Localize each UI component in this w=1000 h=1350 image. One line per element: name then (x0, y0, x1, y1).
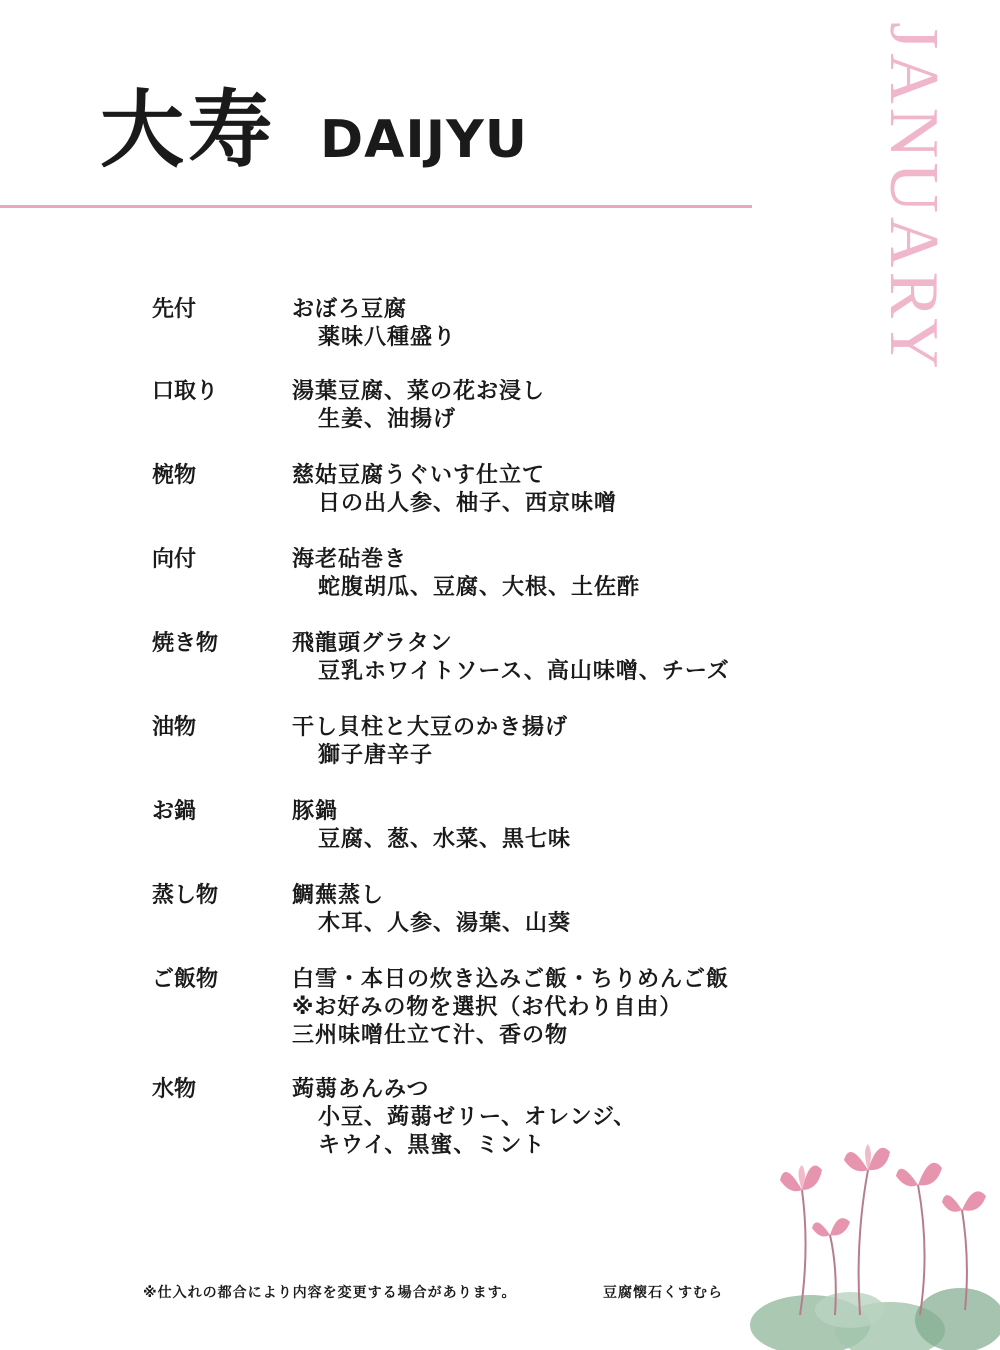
dish-detail: ※お好みの物を選択（お代わり自由） (292, 995, 683, 1020)
dish-detail: 薬味八種盛り (318, 325, 457, 350)
course-menu (152, 296, 852, 1160)
course-dishes (292, 462, 852, 518)
course-item (152, 882, 852, 938)
cyclamen-flower-illustration (740, 1130, 1000, 1350)
dish-detail: 木耳、人参、湯葉、山葵 (318, 911, 572, 936)
dish-title: 干し貝柱と大豆のかき揚げ (292, 715, 569, 740)
course-dishes (292, 546, 852, 602)
dish-title: おぼろ豆腐 (292, 297, 408, 322)
course-item (152, 630, 852, 686)
course-item (152, 378, 852, 434)
header-divider (0, 205, 752, 208)
course-item (152, 798, 852, 854)
dish-detail: 日の出人参、柚子、西京味噌 (318, 491, 618, 516)
month-label: JANUARY (875, 22, 952, 373)
course-name: 口取り (152, 379, 219, 404)
course-name: 焼き物 (152, 631, 219, 656)
course-name: 油物 (152, 715, 197, 740)
dish-title: 蒟蒻あんみつ (292, 1077, 430, 1102)
menu-title-japanese: 大寿 (100, 81, 277, 179)
course-dishes (292, 882, 852, 938)
dish-detail: 三州味噌仕立て汁、香の物 (292, 1023, 569, 1048)
course-dishes (292, 296, 852, 352)
course-dishes (292, 630, 852, 686)
dish-title: 飛龍頭グラタン (292, 631, 453, 656)
dish-detail: 蛇腹胡瓜、豆腐、大根、土佐酢 (318, 575, 641, 600)
dish-detail: 生姜、油揚げ (318, 407, 457, 432)
course-item (152, 462, 852, 518)
course-name: 水物 (152, 1077, 197, 1102)
dish-title: 白雪・本日の炊き込みご飯・ちりめんご飯 (292, 967, 730, 992)
dish-title: 鯛蕪蒸し (292, 883, 385, 908)
course-name: 蒸し物 (152, 883, 219, 908)
dish-title: 慈姑豆腐うぐいす仕立て (292, 463, 546, 488)
course-item (152, 714, 852, 770)
dish-title: 海老砧巻き (292, 547, 408, 572)
course-name: 向付 (152, 547, 197, 572)
shop-name: 豆腐懐石くすむら (603, 1285, 723, 1301)
dish-detail: 豆腐、葱、水菜、黒七味 (318, 827, 572, 852)
dish-detail: キウイ、黒蜜、ミント (318, 1133, 546, 1158)
course-item (152, 296, 852, 352)
course-name: 先付 (152, 297, 197, 322)
course-item (152, 966, 852, 1050)
course-name: お鍋 (152, 799, 197, 824)
dish-detail: 小豆、蒟蒻ゼリー、オレンジ、 (318, 1105, 637, 1130)
dish-title: 湯葉豆腐、菜の花お浸し (292, 379, 546, 404)
footer-note: ※仕入れの都合により内容を変更する場合があります。 (143, 1285, 517, 1301)
dish-title: 豚鍋 (292, 799, 339, 824)
dish-detail: 豆乳ホワイトソース、高山味噌、チーズ (318, 659, 730, 684)
course-name: 椀物 (152, 463, 197, 488)
course-dishes (292, 378, 852, 434)
course-dishes (292, 966, 852, 1050)
course-dishes (292, 798, 852, 854)
course-name: ご飯物 (152, 967, 219, 992)
course-item (152, 546, 852, 602)
course-dishes (292, 714, 852, 770)
menu-title-english: DAIJYU (320, 110, 528, 170)
dish-detail: 獅子唐辛子 (318, 743, 434, 768)
